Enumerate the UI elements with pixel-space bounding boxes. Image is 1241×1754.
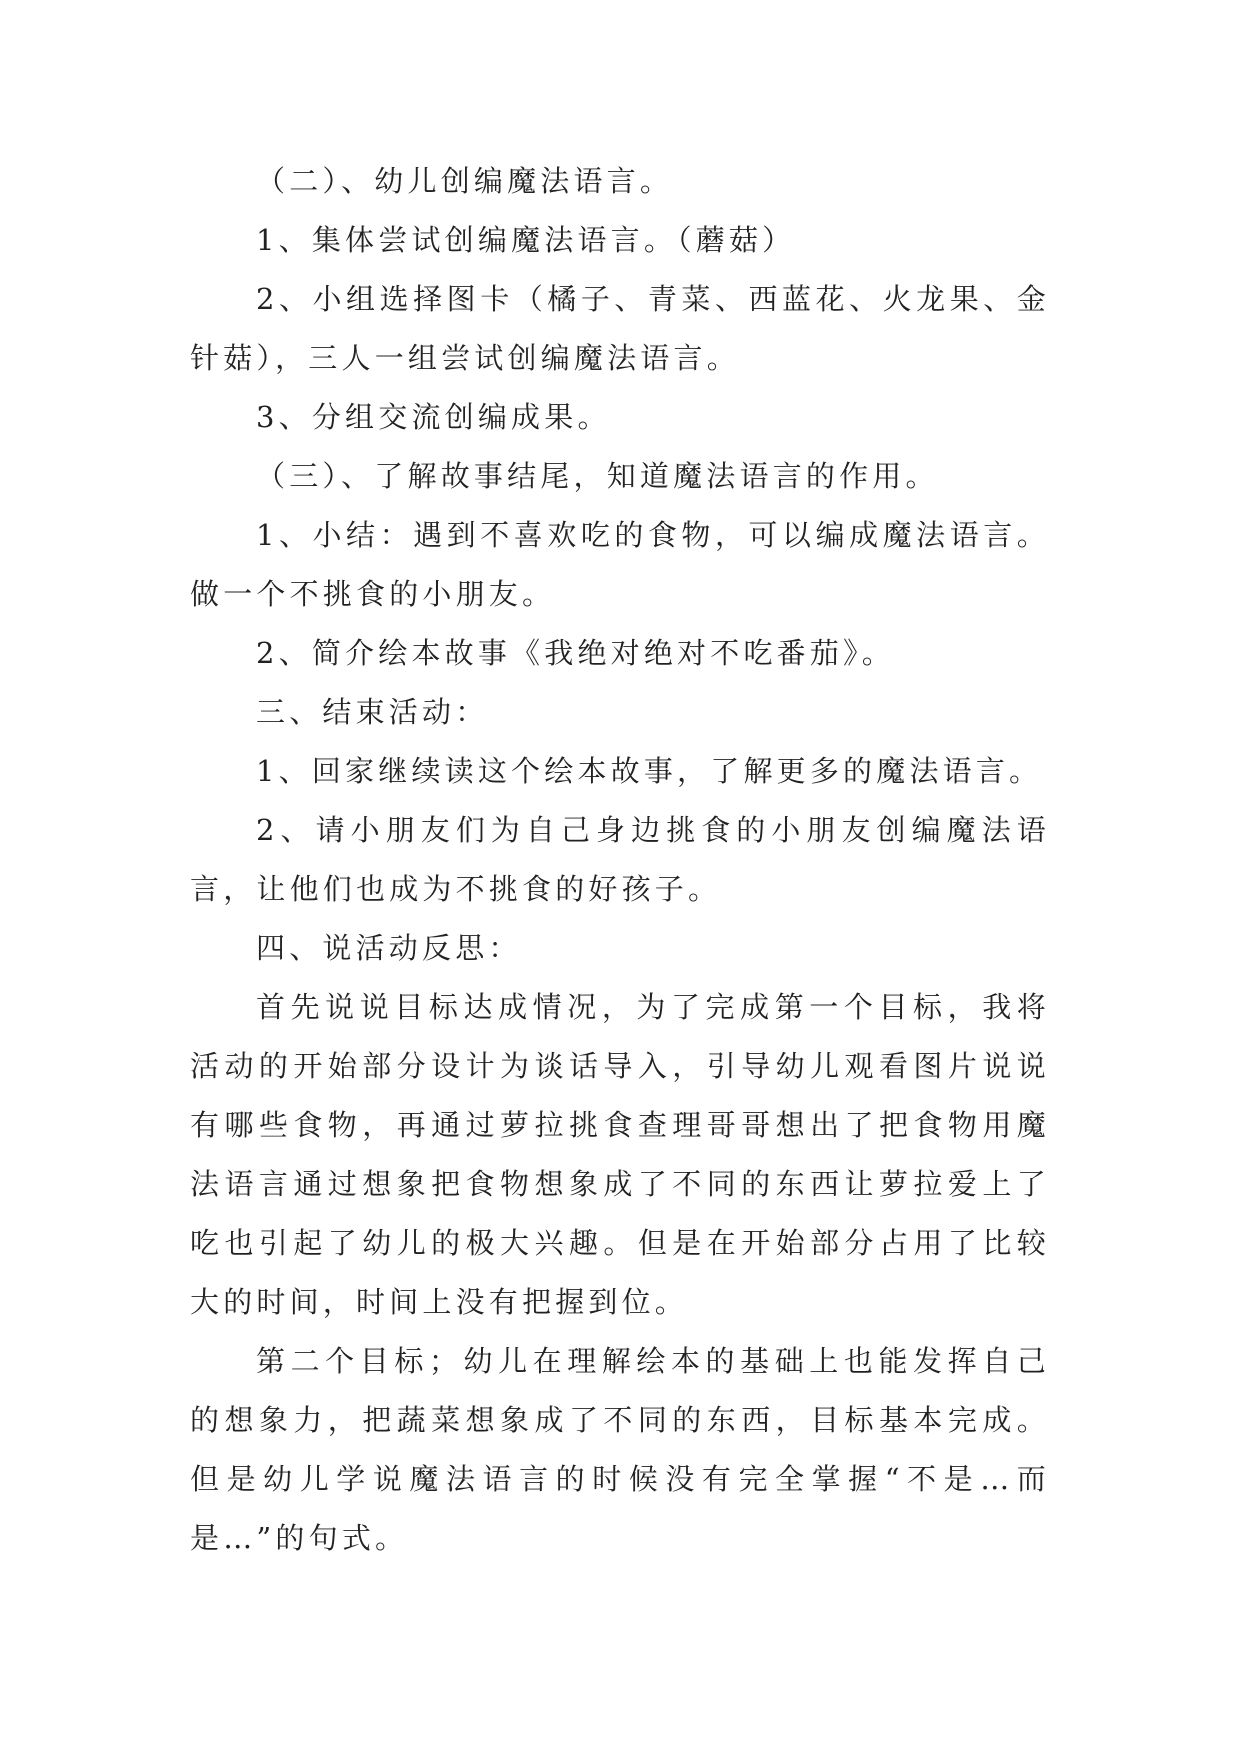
section-heading-2: （二）、幼儿创编魔法语言。 (256, 164, 674, 198)
section-heading-reflection: 四、说活动反思： (256, 931, 522, 965)
list-item: 2、简介绘本故事《我绝对绝对不吃番茄》。 (256, 636, 895, 670)
section-heading-end-activity: 三、结束活动： (256, 695, 489, 729)
list-item: 1、集体尝试创编魔法语言。（蘑菇） (256, 223, 796, 257)
list-item: 3、分组交流创编成果。 (256, 400, 611, 434)
list-item: 1、回家继续读这个绘本故事，了解更多的魔法语言。 (256, 754, 1043, 788)
list-item: 2、小组选择图卡（橘子、青菜、西蓝花、火龙果、金针菇），三人一组尝试创编魔法语言。 (190, 282, 1050, 375)
document-body (190, 152, 1050, 1568)
body-paragraph: 首先说说目标达成情况，为了完成第一个目标，我将活动的开始部分设计为谈话导入，引导幼儿观看图片说说有哪些食物，再通过萝拉挑食查理哥哥想出了把食物用魔法语言通过想象把食物想象成了不同的东西让萝拉爱上了吃也引起了幼儿的极大兴趣。但是在开始部分占用了比较大的时间，时间上没有把握到位。 (190, 990, 1050, 1319)
list-item: 1、小结：遇到不喜欢吃的食物，可以编成魔法语言。做一个不挑食的小朋友。 (190, 518, 1050, 611)
list-item: 2、请小朋友们为自己身边挑食的小朋友创编魔法语言，让他们也成为不挑食的好孩子。 (190, 813, 1050, 906)
body-paragraph: 第二个目标；幼儿在理解绘本的基础上也能发挥自己的想象力，把蔬菜想象成了不同的东西，目标基本完成。但是幼儿学说魔法语言的时候没有完全掌握“不是…而是…”的句式。 (190, 1344, 1050, 1555)
section-heading-3: （三）、了解故事结尾，知道魔法语言的作用。 (256, 459, 939, 493)
